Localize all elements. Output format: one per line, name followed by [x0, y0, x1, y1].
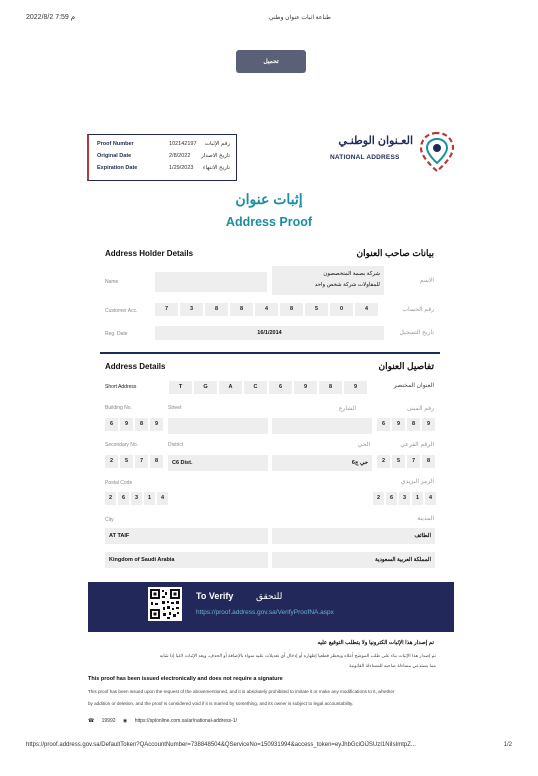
download-button[interactable]: تحميل	[236, 50, 306, 73]
postal-digit: 4	[425, 492, 436, 505]
building-no-cells-en	[105, 418, 163, 431]
expiration-date-label: Expiration Date	[97, 165, 138, 171]
secondary-no-cells-en	[105, 455, 163, 468]
original-date-row	[97, 153, 230, 163]
page-title-ar: إثبات عنوان	[235, 191, 303, 207]
customer-acc-digit: 0	[330, 303, 353, 316]
expiration-date-value: 1/29/2023	[169, 165, 194, 171]
city-value-en: AT TAIF	[105, 528, 268, 544]
print-header	[0, 0, 538, 32]
verify-link[interactable]: https://proof.address.gov.sa/VerifyProofNA.aspx	[196, 609, 334, 616]
print-footer-url: https://proof.address.gov.sa/DefaultToken?QAccountNumber=738848504&QServiceNo=150931994&access_token=eyJhbGciOiJSUzI1NiIsImtpZ...	[26, 742, 416, 748]
phone-number[interactable]: 19992	[101, 718, 116, 724]
reg-date-label-ar: تاريخ التسجيل	[399, 330, 434, 336]
postal-label-ar: الرمز البريدي	[400, 479, 434, 485]
website-link[interactable]: https://splonline.com.sa/ar/national-address-1/	[134, 718, 237, 724]
verify-heading: To Verify	[196, 591, 234, 601]
proof-number-label-ar: رقم الإثبات	[204, 141, 230, 147]
proof-number-value: 102142197	[169, 141, 197, 147]
building-digit: 9	[120, 418, 133, 431]
building-digit: 6	[105, 418, 118, 431]
customer-acc-digit: 5	[305, 303, 328, 316]
postal-digit: 1	[144, 492, 155, 505]
name-label-ar: الاسم	[419, 278, 434, 284]
secondary-digit: 2	[105, 455, 118, 468]
proof-number-label: Proof Number	[97, 141, 134, 147]
postal-digit: 6	[118, 492, 129, 505]
secondary-digit: 8	[150, 455, 163, 468]
postal-digit: 6	[386, 492, 397, 505]
reg-date-label: Reg. Date	[105, 331, 128, 337]
national-address-logo	[328, 127, 468, 177]
secondary-digit: 5	[120, 455, 133, 468]
short-address-char: 8	[319, 381, 342, 394]
note-en-line1: This proof has been issued upon the request of the abovementioned, and it is absolutely prohibited to imitate it or make any modifications to it, whether	[88, 689, 395, 694]
short-address-char: T	[169, 381, 192, 394]
original-date-label: Original Date	[97, 153, 132, 159]
expiration-date-label-ar: تاريخ الانتهاء	[202, 165, 230, 171]
short-address-label-ar: العنوان المختصر	[393, 383, 434, 389]
expiration-date-row	[97, 165, 230, 175]
building-digit: 9	[422, 418, 435, 431]
street-field-en	[168, 418, 268, 434]
note-ar-line2: مما يستدعي مساءلة صاحبه للمساءلة القانونية	[349, 663, 436, 668]
postal-digit: 4	[157, 492, 168, 505]
customer-acc-label-ar: رقم الحساب	[402, 307, 434, 313]
building-no-cells-ar	[377, 418, 435, 431]
logo-en-text: NATIONAL ADDRESS	[330, 154, 400, 161]
building-digit: 9	[392, 418, 405, 431]
name-label: Name	[105, 279, 119, 285]
proof-info-box	[87, 134, 237, 181]
proof-number-row	[97, 141, 230, 151]
district-value-ar: حي ج6	[272, 455, 372, 471]
short-address-char: 9	[294, 381, 317, 394]
electronic-note-body	[88, 686, 438, 710]
page-number: 1/2	[503, 742, 512, 748]
country-value-en: Kingdom of Saudi Arabia	[105, 552, 268, 568]
secondary-label: Secondary No.	[105, 442, 139, 448]
city-value-ar: الطائف	[272, 528, 435, 544]
name-value-line1: شركة بصمة المتخصصون	[323, 271, 380, 277]
postal-digit: 3	[399, 492, 410, 505]
building-label: Building No.	[105, 405, 132, 411]
reg-date-value: 16/1/2014	[155, 326, 384, 340]
electronic-note-heading-ar: تم إصدار هذا الإثبات الكترونيا ولا يتطلب التوقيع عليه	[317, 640, 434, 646]
district-value-en: C6 Dist.	[168, 455, 268, 471]
customer-acc-digit: 8	[230, 303, 253, 316]
secondary-no-cells-ar	[377, 455, 435, 468]
customer-acc-digit: 4	[355, 303, 378, 316]
qr-code-icon[interactable]	[148, 587, 182, 621]
print-title: طباعة اثبات عنوان وطني	[269, 15, 331, 21]
secondary-digit: 7	[135, 455, 148, 468]
customer-acc-digit: 8	[205, 303, 228, 316]
postal-digit: 2	[105, 492, 116, 505]
postal-cells-en	[105, 492, 168, 505]
electronic-note-body-ar	[88, 651, 436, 671]
customer-acc-digit: 8	[280, 303, 303, 316]
secondary-digit: 8	[422, 455, 435, 468]
secondary-digit: 7	[407, 455, 420, 468]
section-divider	[100, 352, 440, 354]
secondary-digit: 5	[392, 455, 405, 468]
postal-digit: 2	[373, 492, 384, 505]
district-label: District	[168, 442, 184, 448]
short-address-char: C	[244, 381, 267, 394]
city-label: City	[105, 517, 114, 523]
address-heading: Address Details	[105, 362, 166, 371]
building-label-ar: رقم المبنى	[406, 406, 434, 412]
verify-banner	[88, 582, 454, 632]
customer-acc-cells	[155, 303, 378, 316]
footer-links	[88, 718, 243, 724]
name-field	[272, 266, 384, 295]
globe-icon: ◉	[122, 718, 128, 724]
phone-icon: ☎	[88, 718, 95, 724]
customer-acc-digit: 7	[155, 303, 178, 316]
name-value-line2: للمقاولات شركة شخص واحد	[314, 282, 380, 288]
postal-label: Postal Code	[105, 480, 133, 486]
location-pin-icon	[416, 129, 458, 175]
street-field-ar	[272, 418, 372, 434]
address-heading-ar: تفاصيل العنوان	[378, 361, 434, 371]
original-date-value: 2/8/2022	[169, 153, 191, 159]
customer-acc-label: Customer Acc.	[105, 308, 138, 314]
country-value-ar: المملكة العربية السعودية	[272, 552, 435, 568]
page-title: Address Proof	[225, 215, 313, 229]
street-label-ar: الشارع	[338, 406, 356, 412]
short-address-char: A	[219, 381, 242, 394]
customer-acc-digit: 4	[255, 303, 278, 316]
building-digit: 8	[407, 418, 420, 431]
logo-ar-text: العـنوان الوطنـي	[338, 135, 413, 147]
name-field-blank	[155, 272, 267, 292]
postal-digit: 1	[412, 492, 423, 505]
postal-cells-ar	[373, 492, 436, 505]
note-ar-line1: تم إصدار هذا الإثبات بناء على طلب الموضح أعلاه ويحظر قطعيا إظهاره أو إدخال أي تعديلات عليه سواء بالإضافة أو الحذف، ويعد الإثبات لاغيا إذا شابه	[159, 653, 436, 658]
postal-digit: 3	[131, 492, 142, 505]
city-label-ar: المدينة	[417, 516, 434, 522]
holder-heading: Address Holder Details	[105, 249, 194, 258]
secondary-label-ar: الرقم الفرعي	[400, 442, 434, 448]
short-address-char: 6	[269, 381, 292, 394]
holder-heading-ar: بيانات صاحب العنوان	[356, 248, 434, 258]
district-label-ar: الحي	[357, 442, 370, 448]
short-address-label: Short Address	[105, 384, 137, 390]
building-digit: 6	[377, 418, 390, 431]
secondary-digit: 2	[377, 455, 390, 468]
original-date-label-ar: تاريخ الاصدار	[201, 153, 230, 159]
electronic-note-heading: This proof has been issued electronically and does not require a signature	[88, 676, 283, 682]
customer-acc-digit: 3	[180, 303, 203, 316]
print-datetime: 2022/8/2 7:59 م	[26, 14, 76, 21]
verify-heading-ar: للتحقق	[256, 591, 283, 601]
short-address-char: 9	[344, 381, 367, 394]
short-address-cells	[169, 381, 367, 394]
street-label: Street	[168, 405, 182, 411]
building-digit: 9	[150, 418, 163, 431]
building-digit: 8	[135, 418, 148, 431]
print-footer	[0, 740, 538, 754]
note-en-line2: by addition or deletion, and the proof is considered void if it is marred by something, and its owner is subject to legal accountability.	[88, 701, 354, 706]
short-address-char: G	[194, 381, 217, 394]
